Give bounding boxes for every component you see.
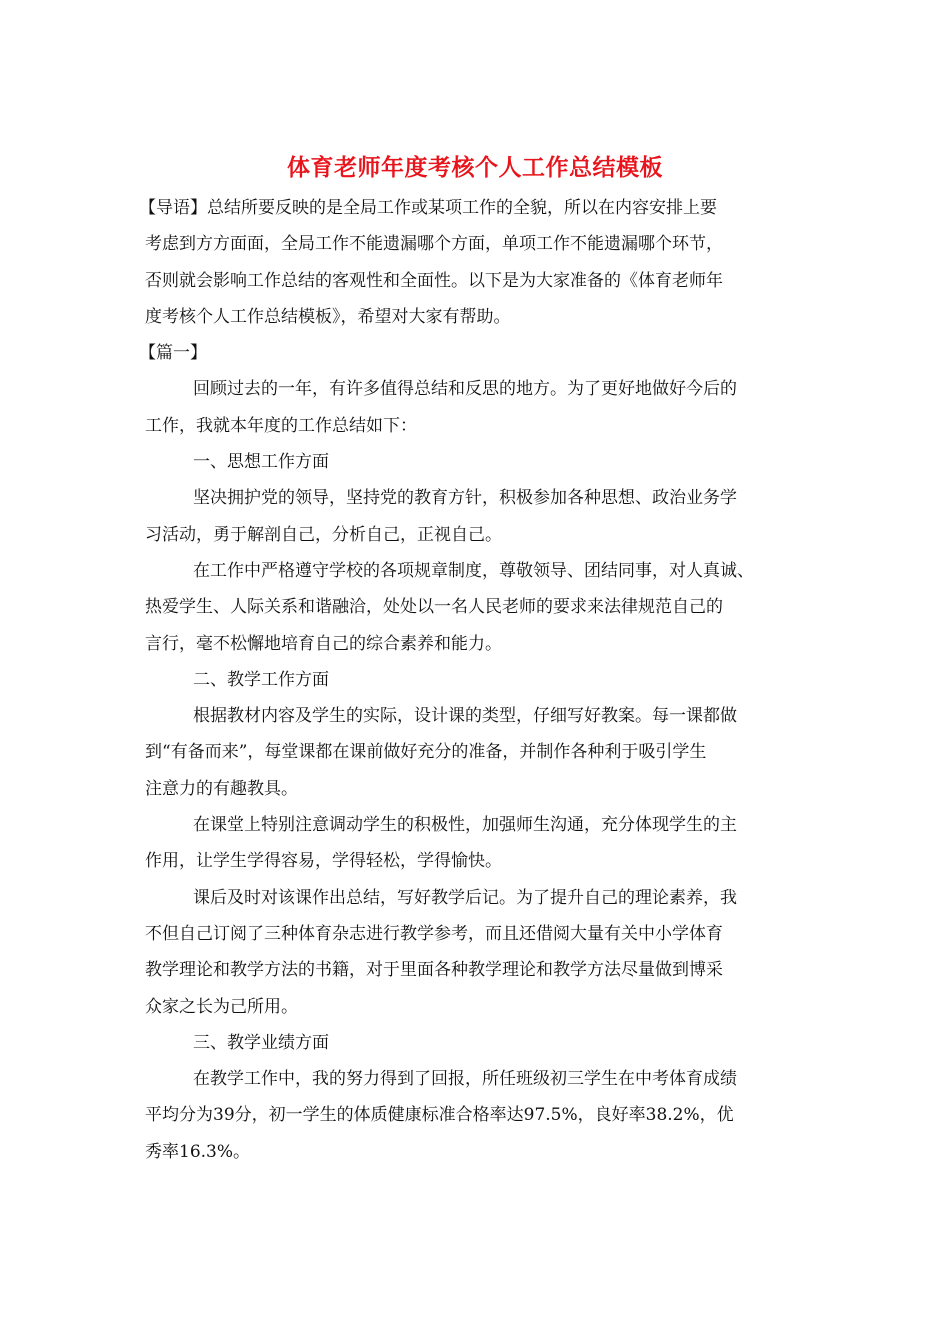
section-heading: 二、教学工作方面 [193,669,329,690]
paragraph-line: 作用，让学生学得容易，学得轻松，学得愉快。 [145,851,502,872]
paragraph-line: 在工作中严格遵守学校的各项规章制度，尊敬领导、团结同事，对人真诚、 [193,560,754,581]
paragraph-line: 在课堂上特别注意调动学生的积极性，加强师生沟通，充分体现学生的主 [193,815,737,836]
paragraph-line: 教学理论和教学方法的书籍，对于里面各种教学理论和教学方法尽量做到博采 [145,960,723,981]
paragraph-line: 秀率16.3%。 [145,1141,251,1162]
paragraph-line: 坚决拥护党的领导，坚持党的教育方针，积极参加各种思想、政治业务学 [193,488,737,509]
intro-line: 度考核个人工作总结模板》，希望对大家有帮助。 [145,306,511,327]
document-body [139,190,825,1170]
paragraph-line: 回顾过去的一年，有许多值得总结和反思的地方。为了更好地做好今后的 [193,379,737,400]
intro-line: 考虑到方方面面，全局工作不能遗漏哪个方面，单项工作不能遗漏哪个环节， [145,234,723,255]
section-label: 【篇一】 [139,343,207,364]
paragraph-line: 课后及时对该课作出总结，写好教学后记。为了提升自己的理论素养，我 [193,887,737,908]
paragraph-line: 到“有备而来”，每堂课都在课前做好充分的准备，并制作各种利于吸引学生 [145,742,707,763]
intro-line: 否则就会影响工作总结的客观性和全面性。以下是为大家准备的《体育老师年 [145,270,723,291]
section-heading: 一、思想工作方面 [193,452,329,473]
section-heading: 三、教学业绩方面 [193,1032,329,1053]
paragraph-line: 在教学工作中，我的努力得到了回报，所任班级初三学生在中考体育成绩 [193,1069,737,1090]
paragraph-line: 习活动，勇于解剖自己，分析自己，正视自己。 [145,524,502,545]
paragraph-line: 根据教材内容及学生的实际，设计课的类型，仔细写好教案。每一课都做 [193,706,737,727]
document-title: 体育老师年度考核个人工作总结模板 [287,154,663,181]
paragraph-line: 言行，毫不松懈地培育自己的综合素养和能力。 [145,633,502,654]
paragraph-line: 平均分为39分，初一学生的体质健康标准合格率达97.5%，良好率38.2%，优 [145,1105,734,1126]
intro-line: 【导语】总结所要反映的是全局工作或某项工作的全貌，所以在内容安排上要 [139,198,717,218]
paragraph-line: 众家之长为己所用。 [145,996,298,1017]
paragraph-line: 热爱学生、人际关系和谐融洽，处处以一名人民老师的要求来法律规范自己的 [145,597,723,618]
paragraph-line: 工作，我就本年度的工作总结如下： [145,415,417,436]
paragraph-line: 注意力的有趣教具。 [145,778,298,799]
paragraph-line: 不但自己订阅了三种体育杂志进行教学参考，而且还借阅大量有关中小学体育 [145,923,723,944]
